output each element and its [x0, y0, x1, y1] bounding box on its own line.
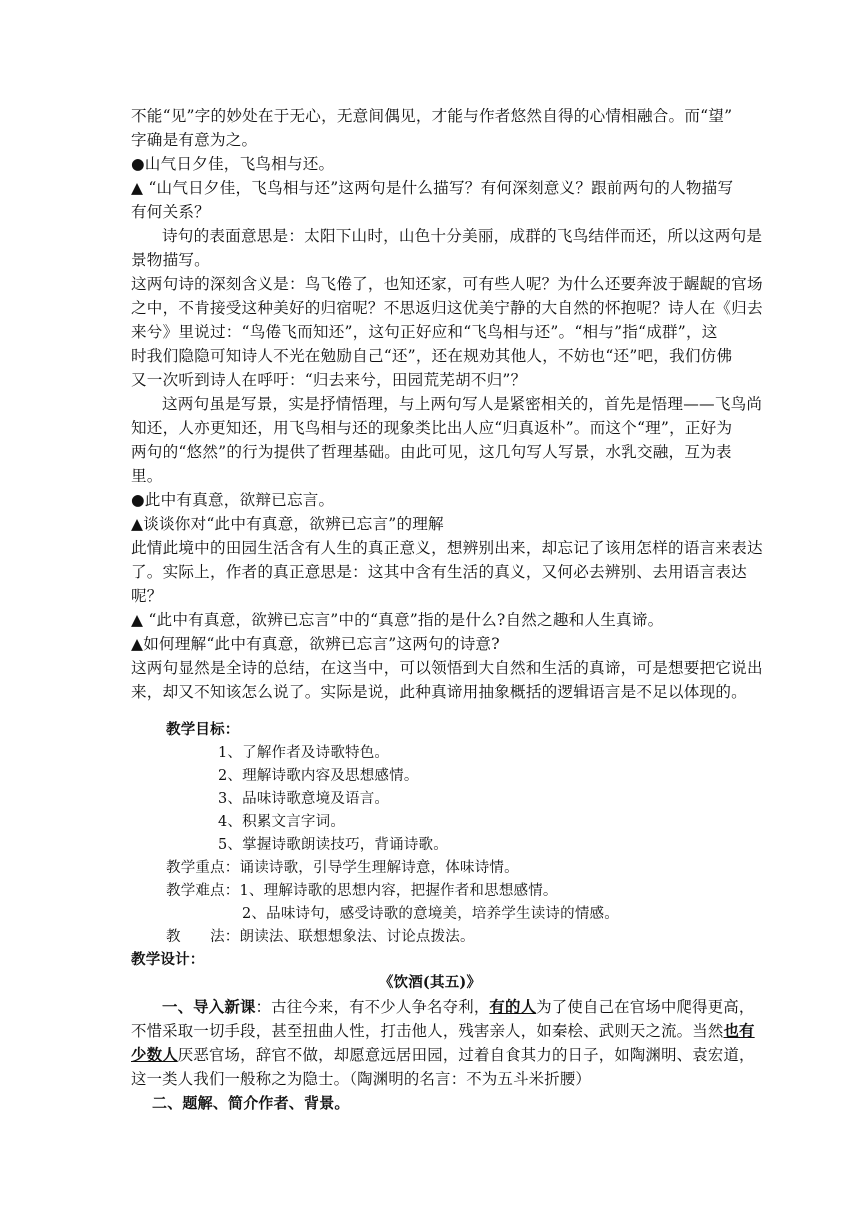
- text-line: 两句的“悠然”的行为提供了哲理基础。由此可见，这几句写人写景，水乳交融，互为表: [131, 443, 732, 461]
- text-line: ▲ “山气日夕佳，飞鸟相与还”这两句是什么描写？有何深刻意义？跟前两句的人物描写: [131, 179, 734, 197]
- intro-line: [162, 997, 762, 1017]
- difficulties-line: 教学难点：1、理解诗歌的思想内容，把握作者和思想感情。: [166, 883, 558, 899]
- intro-line: 这一类人我们一般称之为隐士。（陶渊明的名言：不为五斗米折腰）: [131, 1070, 592, 1088]
- text-line: 了。实际上，作者的真正意思是：这其中含有生活的真义，又何必去辨别、去用语言表达: [131, 563, 747, 581]
- intro-text: 厌恶官场，辞官不做，却愿意远居田园，过着自食其力的日子，如陶渊明、袁宏道，: [177, 1046, 755, 1064]
- underlined-phrase: 有的人: [489, 998, 537, 1016]
- objective-item: 5、掌握诗歌朗读技巧，背诵诗歌。: [218, 837, 448, 853]
- key-points: 教学重点：诵读诗歌，引导学生理解诗意，体味诗情。: [166, 860, 519, 876]
- underlined-phrase: 少数人: [131, 1046, 178, 1064]
- intro-label: 一、导入新课: [162, 998, 256, 1016]
- text-line: 此情此境中的田园生活含有人生的真正意义，想辨别出来，却忘记了该用怎样的语言来表达: [131, 539, 763, 557]
- poem-title: 《饮酒(其五)》: [378, 974, 482, 991]
- objective-item: 2、理解诗歌内容及思想感情。: [218, 768, 419, 784]
- text-line: 这两句显然是全诗的总结，在这当中，可以领悟到大自然和生活的真谛，可是想要把它说出: [131, 659, 763, 677]
- objectives-heading: 教学目标：: [166, 721, 240, 738]
- text-line: 诗句的表面意思是：太阳下山时，山色十分美丽，成群的飞鸟结伴而还，所以这两句是: [162, 227, 763, 245]
- text-line: 这两句虽是写景，实是抒情悟理，与上两句写人是紧密相关的，首先是悟理——飞鸟尚: [162, 395, 763, 413]
- text-line: 呢？: [131, 587, 163, 605]
- text-line: 这两句诗的深刻含义是：鸟飞倦了，也知还家，可有些人呢？为什么还要奔波于龌龊的官场: [131, 275, 763, 293]
- text-line: ▲如何理解“此中有真意，欲辨已忘言”这两句的诗意?: [131, 635, 500, 653]
- text-line: ▲ “此中有真意，欲辨已忘言”中的“真意”指的是什么?自然之趣和人生真谛。: [131, 611, 664, 629]
- design-heading: 教学设计：: [131, 951, 205, 968]
- text-line: 有何关系？: [131, 203, 210, 221]
- text-line: 来兮》里说过：“鸟倦飞而知还”，这句正好应和“飞鸟相与还”。“相与”指“成群”，这: [131, 323, 718, 341]
- text-line: 来，却又不知该怎么说了。实际是说，此种真谛用抽象概括的逻辑语言是不足以体现的。: [131, 683, 747, 701]
- intro-line: [131, 1045, 755, 1065]
- text-line: 不能“见”字的妙处在于无心，无意间偶见，才能与作者悠然自得的心情相融合。而“望”: [131, 107, 733, 125]
- intro-line: [131, 1021, 755, 1041]
- methods-line: 教 法：朗读法、联想想象法、讨论点拨法。: [166, 929, 475, 945]
- objective-item: 3、品味诗歌意境及语言。: [218, 791, 390, 807]
- text-line: 字确是有意为之。: [131, 131, 258, 149]
- section-heading: 二、题解、简介作者、背景。: [152, 1094, 350, 1112]
- text-line: 之中，不肯接受这种美好的归宿呢？不思返归这优美宁静的大自然的怀抱呢？诗人在《归去: [131, 299, 763, 317]
- text-line: 知还，人亦更知还，用飞鸟相与还的现象类比出人应“归真返朴”。而这个“理”，正好为: [131, 419, 733, 437]
- objective-item: 1、了解作者及诗歌特色。: [218, 745, 390, 761]
- intro-text: 为了使自己在官场中爬得更高，: [536, 998, 755, 1016]
- intro-text: ：古往今来，有不少人争名夺利，: [255, 998, 490, 1016]
- text-line: ●山气日夕佳，飞鸟相与还。: [131, 155, 335, 173]
- objective-item: 4、积累文言字词。: [218, 814, 346, 830]
- intro-text: 不惜采取一切手段，甚至扭曲人性，打击他人，残害亲人，如秦桧、武则天之流。当然: [131, 1022, 724, 1040]
- text-line: 又一次听到诗人在呼吁：“归去来兮，田园荒芜胡不归”？: [131, 371, 527, 389]
- underlined-phrase: 也有: [723, 1022, 755, 1040]
- text-line: ●此中有真意，欲辩已忘言。: [131, 491, 335, 509]
- text-line: 里。: [131, 467, 163, 485]
- text-line: ▲谈谈你对“此中有真意，欲辨已忘言”的理解: [131, 515, 444, 533]
- text-line: 时我们隐隐可知诗人不光在勉励自己“还”，还在规劝其他人，不妨也“还”吧，我们仿佛: [131, 347, 733, 365]
- difficulties-line: 2、品味诗句，感受诗歌的意境美，培养学生读诗的情感。: [242, 906, 619, 922]
- text-line: 景物描写。: [131, 251, 210, 269]
